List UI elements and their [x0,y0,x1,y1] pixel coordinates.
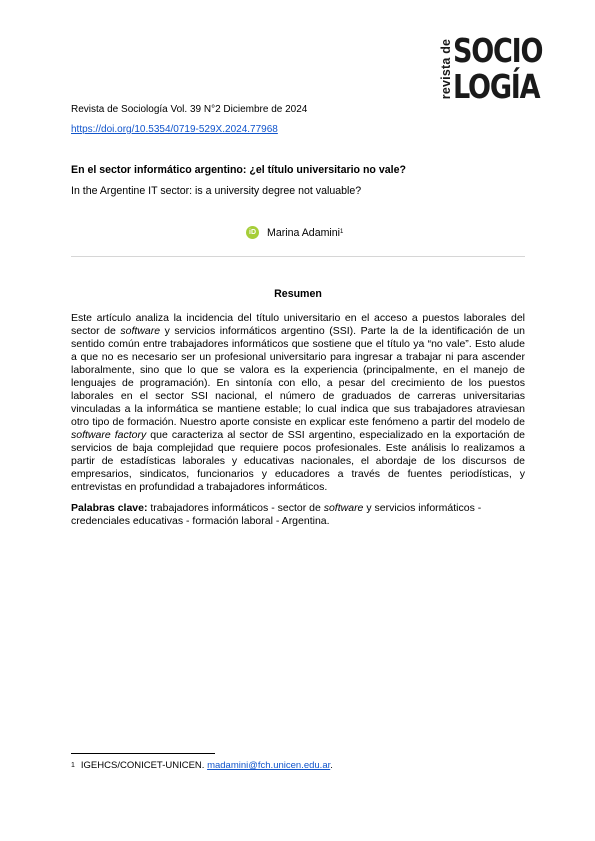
journal-citation: Revista de Sociología Vol. 39 N°2 Diciembre de 2024 [71,104,308,115]
keywords: Palabras clave: trabajadores informáticos - sector de software y servicios informáticos - credenciales educativas - formación laboral - Argentina. [71,502,482,527]
logo-line-1: SOCIO [453,31,543,70]
logo-line-2: LOGÍA [453,67,540,106]
emphasis-software-factory: software factory [71,429,147,441]
logo-vertical-text: revista de [439,38,453,100]
doi-link[interactable]: https://doi.org/10.5354/0719-529X.2024.77968 [71,124,278,135]
author-email-link[interactable]: madamini@fch.unicen.edu.ar [207,760,331,771]
footnote-number: 1 [71,762,75,769]
abstract-text: Este artículo analiza la incidencia del título universitario en el acceso a puestos laborales del sector de software y servicios informáticos argentino (SSI). Parte la de la identificación de un sentido común entre trabajadores informáticos que sostiene que el título ya “no vale”. Esto alude a que no es necesario ser un profesional universitario para ingresar a trabajar ni para ascender laboralmente, sino que lo que se valora es la experiencia (principalmente, en el manejo de lenguajes de programación). En sintonía con ello, a pesar del crecimiento de los puestos laborales en el sector SSI nacional, el número de graduados de carreras universitarias vinculadas a la informática se mantiene estable; lo cual indica que sus trabajadores atraviesan otro tipo de formación. Nuestro aporte consiste en explicar este fenómeno a partir del modelo de software factory que caracteriza al sector de SSI argentino, especializado en la exportación de servicios de baja complejidad que requiere pocos profesionales. Este análisis lo realizamos a partir de estadísticas laborales y educativas nacionales, el abordaje de los discursos de empresarios, sindicatos, funcionarios y educadores a través de fuentes periodísticas, y entrevistas en profundidad a trabajadores informáticos. [71,312,525,493]
article-title-spanish: En el sector informático argentino: ¿el título universitario no vale? [71,164,406,176]
keywords-emphasis: software [323,502,364,514]
author-line [246,226,343,239]
footnote-separator [71,753,215,754]
abstract-heading: Resumen [274,288,322,300]
footnote: $^1$ IGEHCS/CONICET-UNICEN. madamini@fch.unicen.edu.ar. [71,760,333,771]
journal-logo [439,31,543,106]
article-title-english: In the Argentine IT sector: is a university degree not valuable? [71,185,362,197]
header-divider [71,256,525,257]
keywords-label: Palabras clave: [71,502,148,514]
emphasis-software: software [120,325,161,337]
author-name: Marina Adamini [267,226,341,239]
author-footnote-mark: 1 [340,228,344,235]
orcid-icon[interactable]: iD [246,226,259,239]
